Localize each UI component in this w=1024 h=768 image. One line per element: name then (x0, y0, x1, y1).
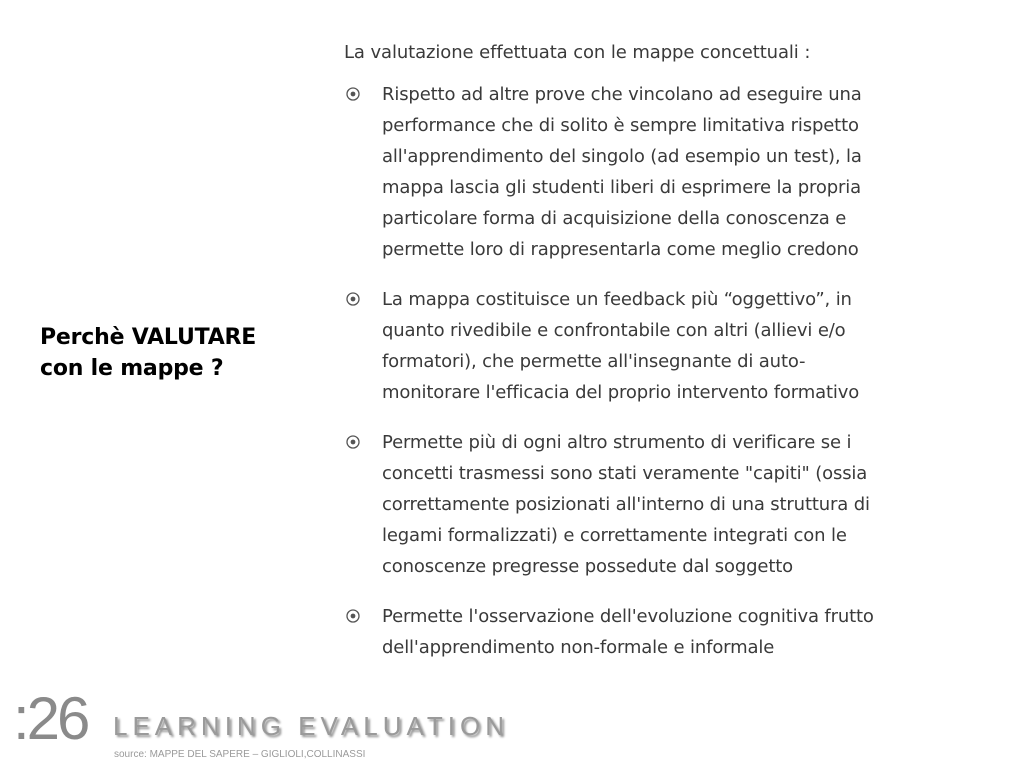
bullet-line: permette loro di rappresentarla come meglio credono (382, 239, 859, 260)
circled-dot-icon (346, 292, 360, 306)
bullet-item (344, 427, 984, 582)
bullet-line: dell'apprendimento non-formale e informale (382, 637, 775, 658)
bullet-line: Permette più di ogni altro strumento di verificare se i (382, 432, 852, 453)
bullet-line: legami formalizzati) e correttamente integrati con le (382, 525, 847, 546)
bullet-item (344, 601, 984, 663)
bullet-line: all'apprendimento del singolo (ad esempio un test), la (382, 146, 862, 167)
circled-dot-icon (346, 609, 360, 623)
bullet-line: La mappa costituisce un feedback più “oggettivo”, in (382, 289, 852, 310)
side-title-line-2: con le mappe ? (40, 356, 224, 381)
bullet-item (344, 284, 984, 408)
bullet-item (344, 79, 984, 265)
footer-source: source: MAPPE DEL SAPERE – GIGLIOLI,COLLINASSI (114, 749, 366, 760)
content-area (344, 40, 984, 682)
bullet-line: mappa lascia gli studenti liberi di esprimere la propria (382, 177, 862, 198)
side-title-line-1: Perchè VALUTARE (40, 325, 257, 350)
bullet-line: conoscenze pregresse possedute dal soggetto (382, 556, 794, 577)
slide-number: :26 (13, 685, 88, 752)
bullet-line: concetti trasmessi sono stati veramente "capiti" (ossia (382, 463, 868, 484)
bullet-line: Permette l'osservazione dell'evoluzione cognitiva frutto (382, 606, 874, 627)
bullet-line: performance che di solito è sempre limitativa rispetto (382, 115, 859, 136)
bullet-line: particolare forma di acquisizione della conoscenza e (382, 208, 847, 229)
bullet-line: formatori), che permette all'insegnante di auto- (382, 351, 806, 372)
bullet-line: correttamente posizionati all'interno di una struttura di (382, 494, 870, 515)
bullet-line: quanto rivedibile e confrontabile con altri (allievi e/o (382, 320, 846, 341)
slide-side-title (40, 322, 320, 384)
intro-text: La valutazione effettuata con le mappe concettuali : (344, 42, 811, 63)
circled-dot-icon (346, 87, 360, 101)
bullet-line: monitorare l'efficacia del proprio intervento formativo (382, 382, 860, 403)
footer-title: LEARNING EVALUATION (113, 711, 509, 741)
bullet-line: Rispetto ad altre prove che vincolano ad eseguire una (382, 84, 862, 105)
circled-dot-icon (346, 435, 360, 449)
